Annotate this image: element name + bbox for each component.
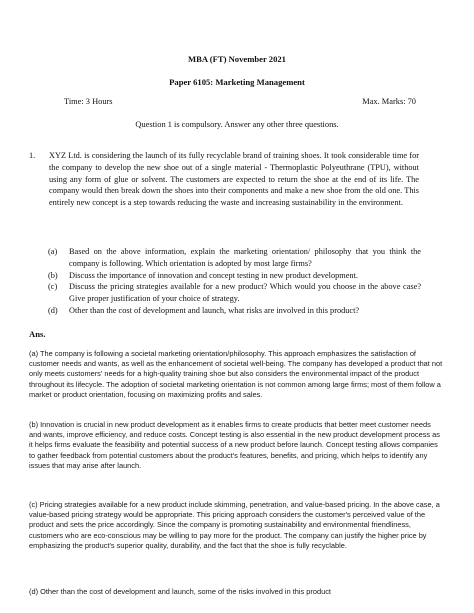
paper-title: Paper 6105: Marketing Management <box>169 77 305 87</box>
question-1 <box>29 150 419 209</box>
sub-question-label: (b) <box>48 270 58 280</box>
answer-paragraph-b: (b) Innovation is crucial in new product development as it enables firms to create products that better meet customer needs and wants, improve efficiency, and reduce costs. Concept testing is also essential in the new product development process as it helps firms evaluate the feasibility and potential success of a new product before launch. Concept testing allows companies to gather feedback from potential customers about the product's features, benefits, and pricing, which helps to identify any issues that may arise after launch. <box>29 420 440 470</box>
question-text: XYZ Ltd. is considering the launch of its fully recyclable brand of training shoes. It took considerable time for the company to develop the new shoe out of a single material - Thermoplastic Polyeuthrane (TPU), without using any form of glue or solvent. The customers are expected to return the shoe at the end of its life. The company would then break down the shoes into their components and make a new shoe from the old one. This entirely new concept is a step towards reducing the waste and increasing sustainability in the environment. <box>49 151 419 208</box>
sub-question-label: (d) <box>48 305 58 315</box>
sub-question-b <box>48 270 421 282</box>
instructions: Question 1 is compulsory. Answer any other three questions. <box>135 120 339 129</box>
sub-question-d <box>48 305 421 317</box>
sub-questions <box>48 246 421 317</box>
sub-question-text: Discuss the pricing strategies available for a new product? Which would you choose in the above case? Give proper justification of your choice of strategy. <box>69 282 421 304</box>
answer-paragraph-a: (a) The company is following a societal marketing orientation/philosophy. This approach emphasizes the satisfaction of customer needs and wants, as well as the enhancement of societal well-being. The company has developed a product that not only meets customers' needs for a high-quality training shoe but also considers the environmental impact of the product throughout its lifecycle. The adoption of societal marketing orientation is not common among large firms; most of them follow a market or product orientation, focusing on maximizing profits and sales. <box>29 349 443 399</box>
sub-question-a <box>48 246 421 270</box>
sub-question-label: (a) <box>48 247 58 256</box>
sub-question-text: Discuss the importance of innovation and concept testing in new product development. <box>69 270 358 280</box>
sub-question-text: Based on the above information, explain the marketing orientation/ philosophy that you think the company is following. Which orientation is adopted by most large firms? <box>69 247 421 268</box>
sub-question-c <box>48 281 421 305</box>
sub-question-label: (c) <box>48 282 58 292</box>
question-number: 1. <box>29 151 36 160</box>
sub-question-text: Other than the cost of development and launch, what risks are involved in this product? <box>69 305 360 315</box>
exam-title: MBA (FT) November 2021 <box>188 54 286 64</box>
answer-heading: Ans. <box>29 329 46 339</box>
time-label: Time: 3 Hours <box>64 97 113 106</box>
answer-paragraph-d: (d) Other than the cost of development and launch, some of the risks involved in this product <box>29 587 331 596</box>
answer-paragraph-c: (c) Pricing strategies available for a new product include skimming, penetration, and value-based pricing. In the above case, a value-based pricing strategy would be appropriate. This pricing approach considers the customer's perceived value of the product and sets the price accordingly. Since the company is promoting sustainability and environmental friendliness, customers who are eco-conscious may be willing to pay more for the product. The company can justify the higher price by emphasizing the product's superior quality, durability, and the fact that the shoe is fully recyclable. <box>29 500 440 550</box>
max-marks-label: Max. Marks: 70 <box>362 97 416 106</box>
